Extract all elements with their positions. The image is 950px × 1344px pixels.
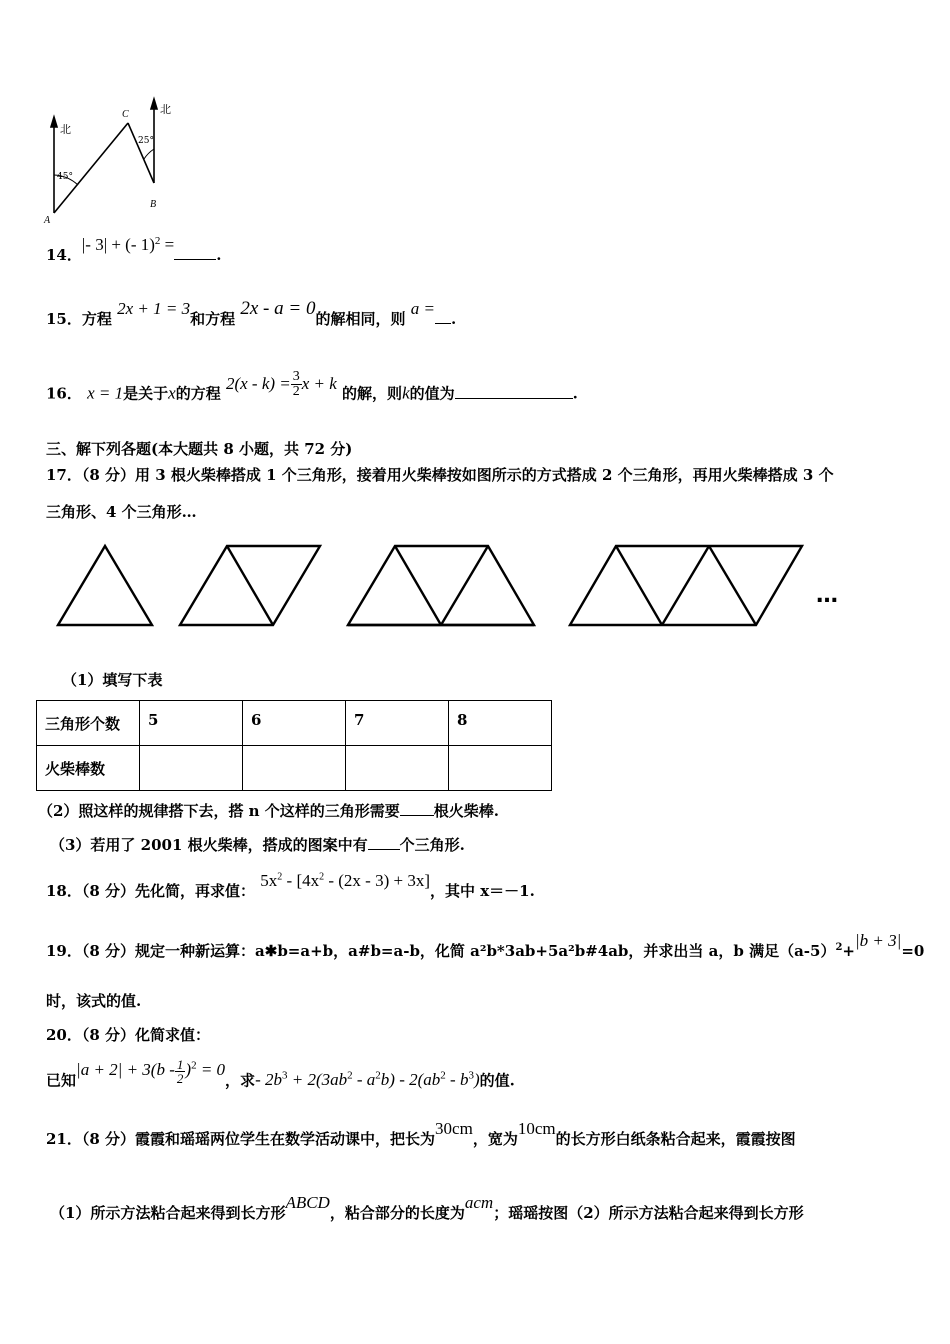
point-a: A bbox=[44, 215, 51, 225]
q16-frac-den: 2 bbox=[292, 384, 300, 399]
q16-variable-x: x bbox=[168, 383, 176, 403]
q21-text-2: ，宽为 bbox=[472, 1130, 518, 1148]
compass-direction-figure bbox=[40, 95, 190, 225]
q20-cond-3: = 0 bbox=[196, 1060, 226, 1080]
q19-exponent: 2 bbox=[835, 942, 843, 953]
q14-exponent: 2 bbox=[154, 235, 161, 247]
table-answer-cell[interactable] bbox=[140, 746, 243, 791]
q18-expr-2: - [4x bbox=[282, 871, 320, 890]
q20-exp-4: 2 bbox=[440, 1069, 446, 1082]
q18-exp-1: 2 bbox=[277, 871, 283, 883]
q21-width: 10cm bbox=[517, 1119, 556, 1138]
q14-expression: |- 3| + (- 1) bbox=[81, 235, 155, 254]
q17-sub-2 bbox=[38, 800, 499, 821]
table-header-matchsticks: 火柴棒数 bbox=[37, 746, 140, 791]
q16-answer-blank bbox=[455, 384, 573, 399]
q21-glue-length: acm bbox=[464, 1193, 494, 1212]
q20-condition bbox=[76, 1057, 226, 1086]
table-answer-cell[interactable] bbox=[243, 746, 346, 791]
q20-frac-den: 2 bbox=[176, 1071, 184, 1086]
q17-sub3-text-b: 个三角形. bbox=[399, 836, 465, 854]
q20-frac-num: 1 bbox=[176, 1057, 184, 1072]
table-answer-cell[interactable] bbox=[346, 746, 449, 791]
q18-tail: ，其中 x＝－1. bbox=[430, 882, 535, 900]
q14-equals: = bbox=[160, 235, 175, 254]
question-21-line-1 bbox=[46, 1119, 796, 1149]
q15-number: 15． bbox=[46, 310, 82, 328]
q20-text-1: 已知 bbox=[46, 1071, 77, 1090]
q19-plus: + bbox=[842, 942, 855, 960]
q17-sub-1: （1）填写下表 bbox=[62, 671, 163, 689]
question-17-line-1: 17．（8 分）用 3 根火柴棒搭成 1 个三角形，接着用火柴棒按如图所示的方式搭成 2 个三角形，再用火柴棒搭成 3 个 bbox=[46, 466, 834, 484]
question-21-line-2 bbox=[50, 1193, 804, 1223]
table-row bbox=[37, 701, 552, 746]
q16-fraction bbox=[291, 370, 302, 399]
q21-text-4: （1）所示方法粘合起来得到长方形 bbox=[50, 1204, 286, 1222]
q21-length: 30cm bbox=[435, 1119, 473, 1138]
q16-text-4: 的值为 bbox=[409, 384, 455, 403]
q17-sub2-text-b: 根火柴棒. bbox=[433, 802, 500, 820]
q16-number: 16． bbox=[46, 384, 82, 403]
q20-exp-1: 3 bbox=[281, 1069, 288, 1082]
q16-text-1: 是关于 bbox=[123, 384, 169, 403]
angle-label-b: 25° bbox=[138, 136, 154, 146]
table-header-triangles: 三角形个数 bbox=[37, 701, 140, 746]
north-label-a: 北 bbox=[60, 123, 71, 136]
q17-sub3-blank bbox=[368, 835, 400, 850]
q17-sub2-blank bbox=[400, 801, 434, 816]
q20-cond-exp: 2 bbox=[191, 1059, 197, 1072]
q16-variable-k: k bbox=[402, 383, 410, 403]
q21-rectangle-name: ABCD bbox=[285, 1193, 330, 1212]
q20-expr-2: + 2(3ab bbox=[287, 1070, 348, 1090]
q16-equation-1: x = 1 bbox=[87, 383, 124, 403]
q16-equation-rhs: x + k bbox=[301, 373, 337, 393]
angle-label-a: 45° bbox=[57, 172, 73, 182]
q20-cond-2: ) bbox=[185, 1060, 192, 1080]
q21-text-3: 的长方形白纸条粘合起来，霞霞按图 bbox=[555, 1130, 796, 1148]
q19-abs-expression: |b + 3| bbox=[855, 931, 902, 950]
figure-ellipsis: … bbox=[816, 583, 838, 608]
triangle-group-3 bbox=[348, 546, 534, 625]
q21-text-5: ，粘合部分的长度为 bbox=[329, 1204, 465, 1222]
q21-text-6: ；瑶瑶按图（2）所示方法粘合起来得到长方形 bbox=[493, 1204, 804, 1222]
q21-text-1: 21．（8 分）霞霞和瑶瑶两位学生在数学活动课中，把长为 bbox=[46, 1130, 436, 1148]
table-cell-count: 6 bbox=[243, 701, 346, 746]
table-answer-cell[interactable] bbox=[449, 746, 552, 791]
q20-expr-4: b) - 2(ab bbox=[380, 1070, 441, 1090]
question-17-line-2: 三角形、4 个三角形… bbox=[46, 503, 197, 521]
q20-expr-1: - 2b bbox=[255, 1070, 282, 1090]
q15-text-3: 的解相同，则 bbox=[315, 310, 406, 328]
table-cell-count: 5 bbox=[140, 701, 243, 746]
point-c: C bbox=[122, 109, 129, 120]
q16-equation-lhs: 2(x - k) = bbox=[225, 373, 291, 393]
question-20-line-1: 20．（8 分）化简求值： bbox=[46, 1026, 211, 1044]
q15-text-2: 和方程 bbox=[190, 310, 236, 328]
q15-equation-2: 2x - a = 0 bbox=[240, 298, 316, 319]
q16-text-2: 的方程 bbox=[175, 384, 221, 403]
question-20-line-2 bbox=[46, 1057, 515, 1095]
question-14 bbox=[46, 235, 222, 265]
matchstick-table bbox=[36, 700, 552, 791]
q20-text-3: 的值. bbox=[479, 1071, 515, 1090]
q14-number: 14． bbox=[46, 246, 82, 264]
question-15 bbox=[46, 298, 457, 330]
q20-expression bbox=[255, 1070, 480, 1089]
q20-text-2: ，求 bbox=[225, 1071, 256, 1090]
q17-sub2-text-a: （2）照这样的规律搭下去，搭 n 个这样的三角形需要 bbox=[38, 802, 400, 820]
q18-expr-3: - (2x - 3) + 3x] bbox=[324, 871, 431, 890]
q16-frac-num: 3 bbox=[292, 369, 300, 384]
q18-text: 18．（8 分）先化简，再求值： bbox=[46, 882, 256, 900]
q20-expr-3: - a bbox=[352, 1070, 376, 1090]
question-16 bbox=[46, 369, 578, 409]
q15-answer-blank bbox=[435, 309, 451, 324]
q20-exp-5: 3 bbox=[468, 1069, 474, 1082]
triangle-group-1 bbox=[58, 546, 152, 625]
q15-text-1: 方程 bbox=[81, 310, 112, 328]
q18-expression bbox=[260, 871, 430, 890]
q14-answer-blank bbox=[174, 245, 216, 260]
q18-expr-1: 5x bbox=[260, 871, 278, 890]
q20-exp-3: 2 bbox=[375, 1069, 381, 1082]
q15-equation-3: a = bbox=[410, 299, 435, 318]
q20-fraction bbox=[175, 1058, 186, 1085]
question-19-line-1 bbox=[46, 931, 925, 961]
north-label-b: 北 bbox=[160, 103, 171, 116]
section-3-title: 三、解下列各题(本大题共 8 小题，共 72 分) bbox=[46, 440, 353, 458]
table-cell-count: 8 bbox=[449, 701, 552, 746]
table-row bbox=[37, 746, 552, 791]
table-cell-count: 7 bbox=[346, 701, 449, 746]
q14-period: . bbox=[216, 246, 222, 264]
q15-period: . bbox=[450, 310, 457, 328]
q19-equals-zero: =0 bbox=[901, 942, 925, 960]
q20-cond-1: |a + 2| + 3(b - bbox=[76, 1060, 175, 1080]
question-19-line-2: 时，该式的值. bbox=[46, 992, 142, 1010]
q16-text-3: 的解，则 bbox=[342, 384, 403, 403]
question-18 bbox=[46, 871, 535, 901]
q17-sub3-text-a: （3）若用了 2001 根火柴棒，搭成的图案中有 bbox=[50, 836, 368, 854]
q15-equation-1: 2x + 1 = 3 bbox=[117, 299, 191, 318]
q19-text: 19．（8 分）规定一种新运算：a✱b=a+b，a#b=a-b，化简 a²b*3ab+5a²b#4ab，并求出当 a，b 满足（a-5） bbox=[46, 942, 836, 960]
q16-period: . bbox=[572, 384, 578, 403]
q20-expr-6: ) bbox=[473, 1070, 480, 1090]
q20-exp-2: 2 bbox=[347, 1069, 353, 1082]
q20-expr-5: - b bbox=[445, 1070, 469, 1090]
q18-exp-2: 2 bbox=[319, 871, 325, 883]
q17-sub-3 bbox=[50, 834, 465, 855]
matchstick-triangles-figure bbox=[50, 540, 870, 635]
point-b: B bbox=[150, 199, 157, 210]
